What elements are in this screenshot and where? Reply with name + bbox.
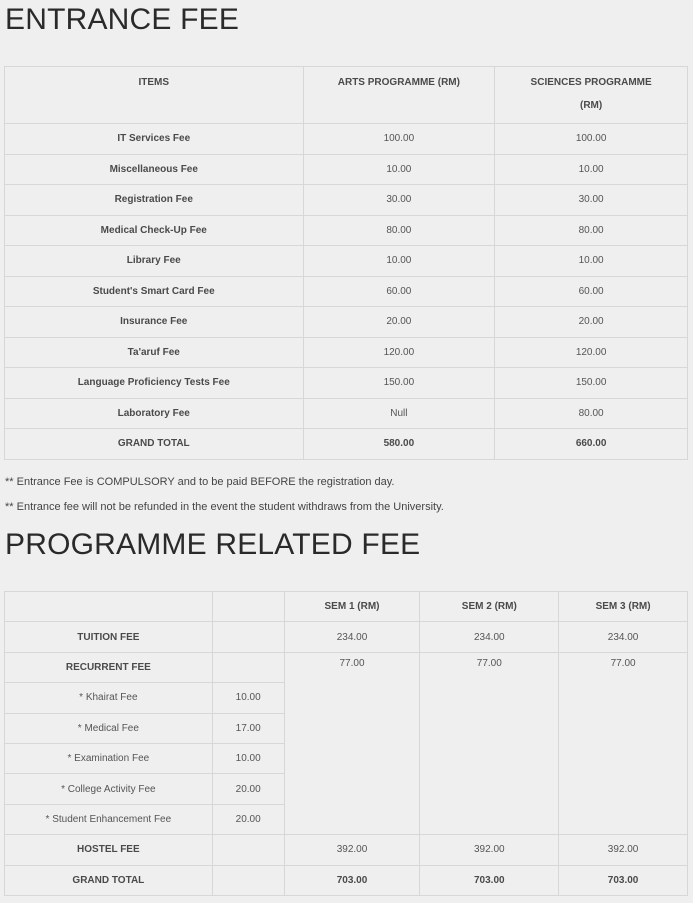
arts-value: 60.00 bbox=[303, 276, 495, 307]
grand-total-label: GRAND TOTAL bbox=[5, 429, 304, 460]
hostel-sem1: 392.00 bbox=[284, 835, 420, 865]
sciences-value: 100.00 bbox=[495, 124, 688, 155]
arts-value: 20.00 bbox=[303, 307, 495, 338]
header-sem2: SEM 2 (RM) bbox=[420, 592, 559, 622]
recurrent-label: RECURRENT FEE bbox=[5, 652, 213, 682]
sciences-value: 20.00 bbox=[495, 307, 688, 338]
item-label: Laboratory Fee bbox=[5, 398, 304, 429]
entrance-note-compulsory: ** Entrance Fee is COMPULSORY and to be paid BEFORE the registration day. bbox=[5, 476, 395, 488]
tuition-row bbox=[5, 622, 688, 652]
hostel-sem2: 392.00 bbox=[420, 835, 559, 865]
sub-item-label: * Student Enhancement Fee bbox=[5, 804, 213, 834]
tuition-sem3: 234.00 bbox=[559, 622, 688, 652]
sciences-value: 150.00 bbox=[495, 368, 688, 399]
arts-value: Null bbox=[303, 398, 495, 429]
sciences-value: 120.00 bbox=[495, 337, 688, 368]
grand-total-arts: 580.00 bbox=[303, 429, 495, 460]
programme-fee-table bbox=[4, 591, 688, 896]
sub-item-amount: 10.00 bbox=[212, 743, 284, 773]
sub-item-amount: 17.00 bbox=[212, 713, 284, 743]
sub-item-amount: 20.00 bbox=[212, 804, 284, 834]
table-row bbox=[5, 276, 688, 307]
item-label: Insurance Fee bbox=[5, 307, 304, 338]
tuition-sem1: 234.00 bbox=[284, 622, 420, 652]
hostel-label: HOSTEL FEE bbox=[5, 835, 213, 865]
arts-value: 10.00 bbox=[303, 154, 495, 185]
sciences-value: 30.00 bbox=[495, 185, 688, 216]
item-label: Medical Check-Up Fee bbox=[5, 215, 304, 246]
grand-total-sem2: 703.00 bbox=[420, 865, 559, 895]
arts-value: 30.00 bbox=[303, 185, 495, 216]
table-row bbox=[5, 368, 688, 399]
empty-cell bbox=[212, 865, 284, 895]
item-label: Ta'aruf Fee bbox=[5, 337, 304, 368]
arts-value: 100.00 bbox=[303, 124, 495, 155]
grand-total-sciences: 660.00 bbox=[495, 429, 688, 460]
recurrent-sem3: 77.00 bbox=[559, 652, 688, 834]
arts-value: 10.00 bbox=[303, 246, 495, 277]
item-label: Library Fee bbox=[5, 246, 304, 277]
recurrent-sem2: 77.00 bbox=[420, 652, 559, 834]
header-arts: ARTS PROGRAMME (RM) bbox=[303, 67, 495, 124]
sciences-value: 60.00 bbox=[495, 276, 688, 307]
entrance-note-refund: ** Entrance fee will not be refunded in the event the student withdraws from the University. bbox=[5, 501, 444, 513]
header-sem3: SEM 3 (RM) bbox=[559, 592, 688, 622]
table-row bbox=[5, 246, 688, 277]
tuition-sem2: 234.00 bbox=[420, 622, 559, 652]
sciences-value: 10.00 bbox=[495, 154, 688, 185]
item-label: IT Services Fee bbox=[5, 124, 304, 155]
entrance-fee-table bbox=[4, 66, 688, 460]
header-sciences-line1: SCIENCES PROGRAMME bbox=[530, 77, 652, 88]
sub-item-label: * College Activity Fee bbox=[5, 774, 213, 804]
table-row bbox=[5, 124, 688, 155]
grand-total-row bbox=[5, 865, 688, 895]
table-header-row bbox=[5, 67, 688, 124]
sub-item-label: * Medical Fee bbox=[5, 713, 213, 743]
header-empty bbox=[212, 592, 284, 622]
programme-fee-title: PROGRAMME RELATED FEE bbox=[5, 528, 421, 561]
empty-cell bbox=[212, 835, 284, 865]
item-label: Language Proficiency Tests Fee bbox=[5, 368, 304, 399]
table-row bbox=[5, 215, 688, 246]
sub-item-amount: 10.00 bbox=[212, 683, 284, 713]
empty-cell bbox=[212, 622, 284, 652]
header-empty bbox=[5, 592, 213, 622]
empty-cell bbox=[212, 652, 284, 682]
sub-item-label: * Examination Fee bbox=[5, 743, 213, 773]
table-row bbox=[5, 398, 688, 429]
hostel-sem3: 392.00 bbox=[559, 835, 688, 865]
table-row bbox=[5, 337, 688, 368]
arts-value: 80.00 bbox=[303, 215, 495, 246]
grand-total-label: GRAND TOTAL bbox=[5, 865, 213, 895]
header-sciences bbox=[495, 67, 688, 124]
recurrent-sem1: 77.00 bbox=[284, 652, 420, 834]
table-header-row bbox=[5, 592, 688, 622]
header-sem1: SEM 1 (RM) bbox=[284, 592, 420, 622]
grand-total-sem1: 703.00 bbox=[284, 865, 420, 895]
tuition-label: TUITION FEE bbox=[5, 622, 213, 652]
arts-value: 120.00 bbox=[303, 337, 495, 368]
sciences-value: 10.00 bbox=[495, 246, 688, 277]
item-label: Registration Fee bbox=[5, 185, 304, 216]
sciences-value: 80.00 bbox=[495, 398, 688, 429]
header-items: ITEMS bbox=[5, 67, 304, 124]
arts-value: 150.00 bbox=[303, 368, 495, 399]
sub-item-amount: 20.00 bbox=[212, 774, 284, 804]
sub-item-label: * Khairat Fee bbox=[5, 683, 213, 713]
item-label: Student's Smart Card Fee bbox=[5, 276, 304, 307]
item-label: Miscellaneous Fee bbox=[5, 154, 304, 185]
grand-total-row bbox=[5, 429, 688, 460]
header-sciences-line2: (RM) bbox=[580, 100, 603, 111]
table-row bbox=[5, 154, 688, 185]
sciences-value: 80.00 bbox=[495, 215, 688, 246]
grand-total-sem3: 703.00 bbox=[559, 865, 688, 895]
recurrent-row bbox=[5, 652, 688, 682]
hostel-row bbox=[5, 835, 688, 865]
table-row bbox=[5, 307, 688, 338]
table-row bbox=[5, 185, 688, 216]
entrance-fee-title: ENTRANCE FEE bbox=[5, 3, 240, 36]
